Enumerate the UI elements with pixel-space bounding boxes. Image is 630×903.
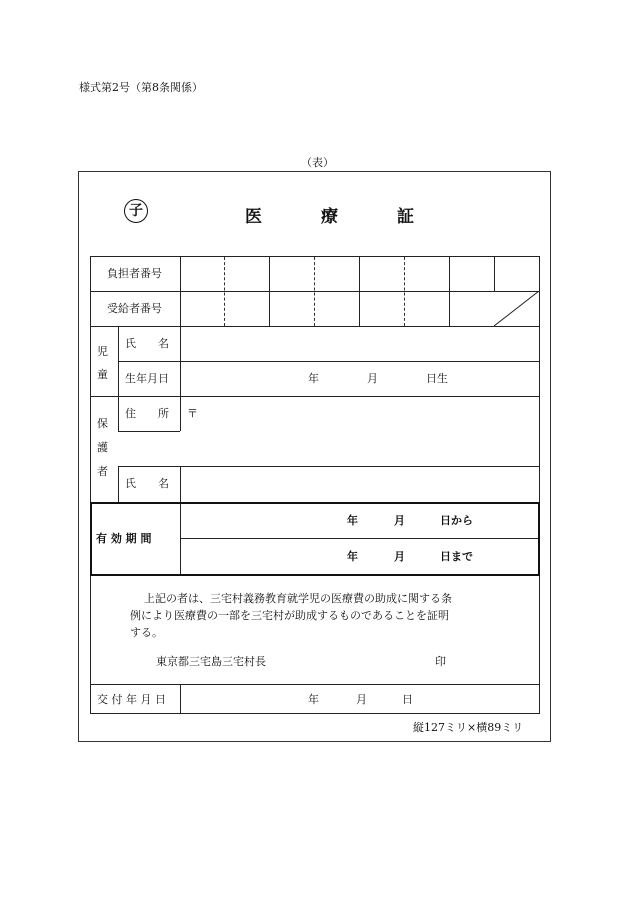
payer-number-label: 負担者番号	[107, 267, 162, 280]
title-char-2: 療	[321, 207, 338, 227]
child-label-2: 童	[97, 368, 108, 381]
valid-from-day-unit: 日から	[440, 514, 473, 527]
valid-from-month-unit: 月	[394, 514, 405, 527]
birth-year-unit: 年	[308, 372, 319, 385]
certification-line-3: する。	[130, 626, 163, 639]
child-label-1: 児	[97, 345, 108, 358]
child-badge: 子	[124, 199, 148, 223]
postal-mark: 〒	[187, 407, 198, 420]
issuer-name: 東京都三宅島三宅村長	[156, 655, 266, 668]
form-number: 様式第2号（第8条関係）	[79, 81, 203, 94]
void-cell-slash	[494, 291, 540, 326]
issue-day-unit: 日	[402, 693, 413, 706]
guardian-name-label: 氏 名	[125, 477, 169, 490]
side-label: （表）	[301, 156, 334, 169]
valid-from-year-unit: 年	[347, 514, 358, 527]
address-label: 住 所	[125, 407, 169, 420]
valid-to-month-unit: 月	[394, 550, 405, 563]
certification-line-2: 例により医療費の一部を三宅村が助成するものであることを証明	[130, 609, 449, 622]
issue-month-unit: 月	[356, 693, 367, 706]
child-name-label: 氏 名	[125, 337, 169, 350]
guardian-label-2: 護	[97, 441, 108, 454]
birthdate-label: 生年月日	[125, 372, 169, 385]
certification-line-1: 上記の者は、三宅村義務教育就学児の医療費の助成に関する条	[144, 592, 452, 605]
issue-date-label: 交 付 年 月 日	[97, 693, 166, 706]
valid-to-year-unit: 年	[347, 550, 358, 563]
title-char-1: 医	[245, 207, 262, 227]
validity-label: 有 効 期 間	[96, 532, 152, 545]
size-note: 縦127ミリ×横89ミリ	[413, 721, 524, 734]
guardian-label-1: 保	[97, 417, 108, 430]
birth-day-unit: 日生	[426, 372, 448, 385]
issue-year-unit: 年	[308, 693, 319, 706]
recipient-number-label: 受給者番号	[107, 302, 162, 315]
guardian-label-3: 者	[97, 465, 108, 478]
seal-mark: 印	[435, 655, 446, 668]
title-char-3: 証	[397, 207, 414, 227]
valid-to-day-unit: 日まで	[440, 550, 473, 563]
birth-month-unit: 月	[367, 372, 378, 385]
